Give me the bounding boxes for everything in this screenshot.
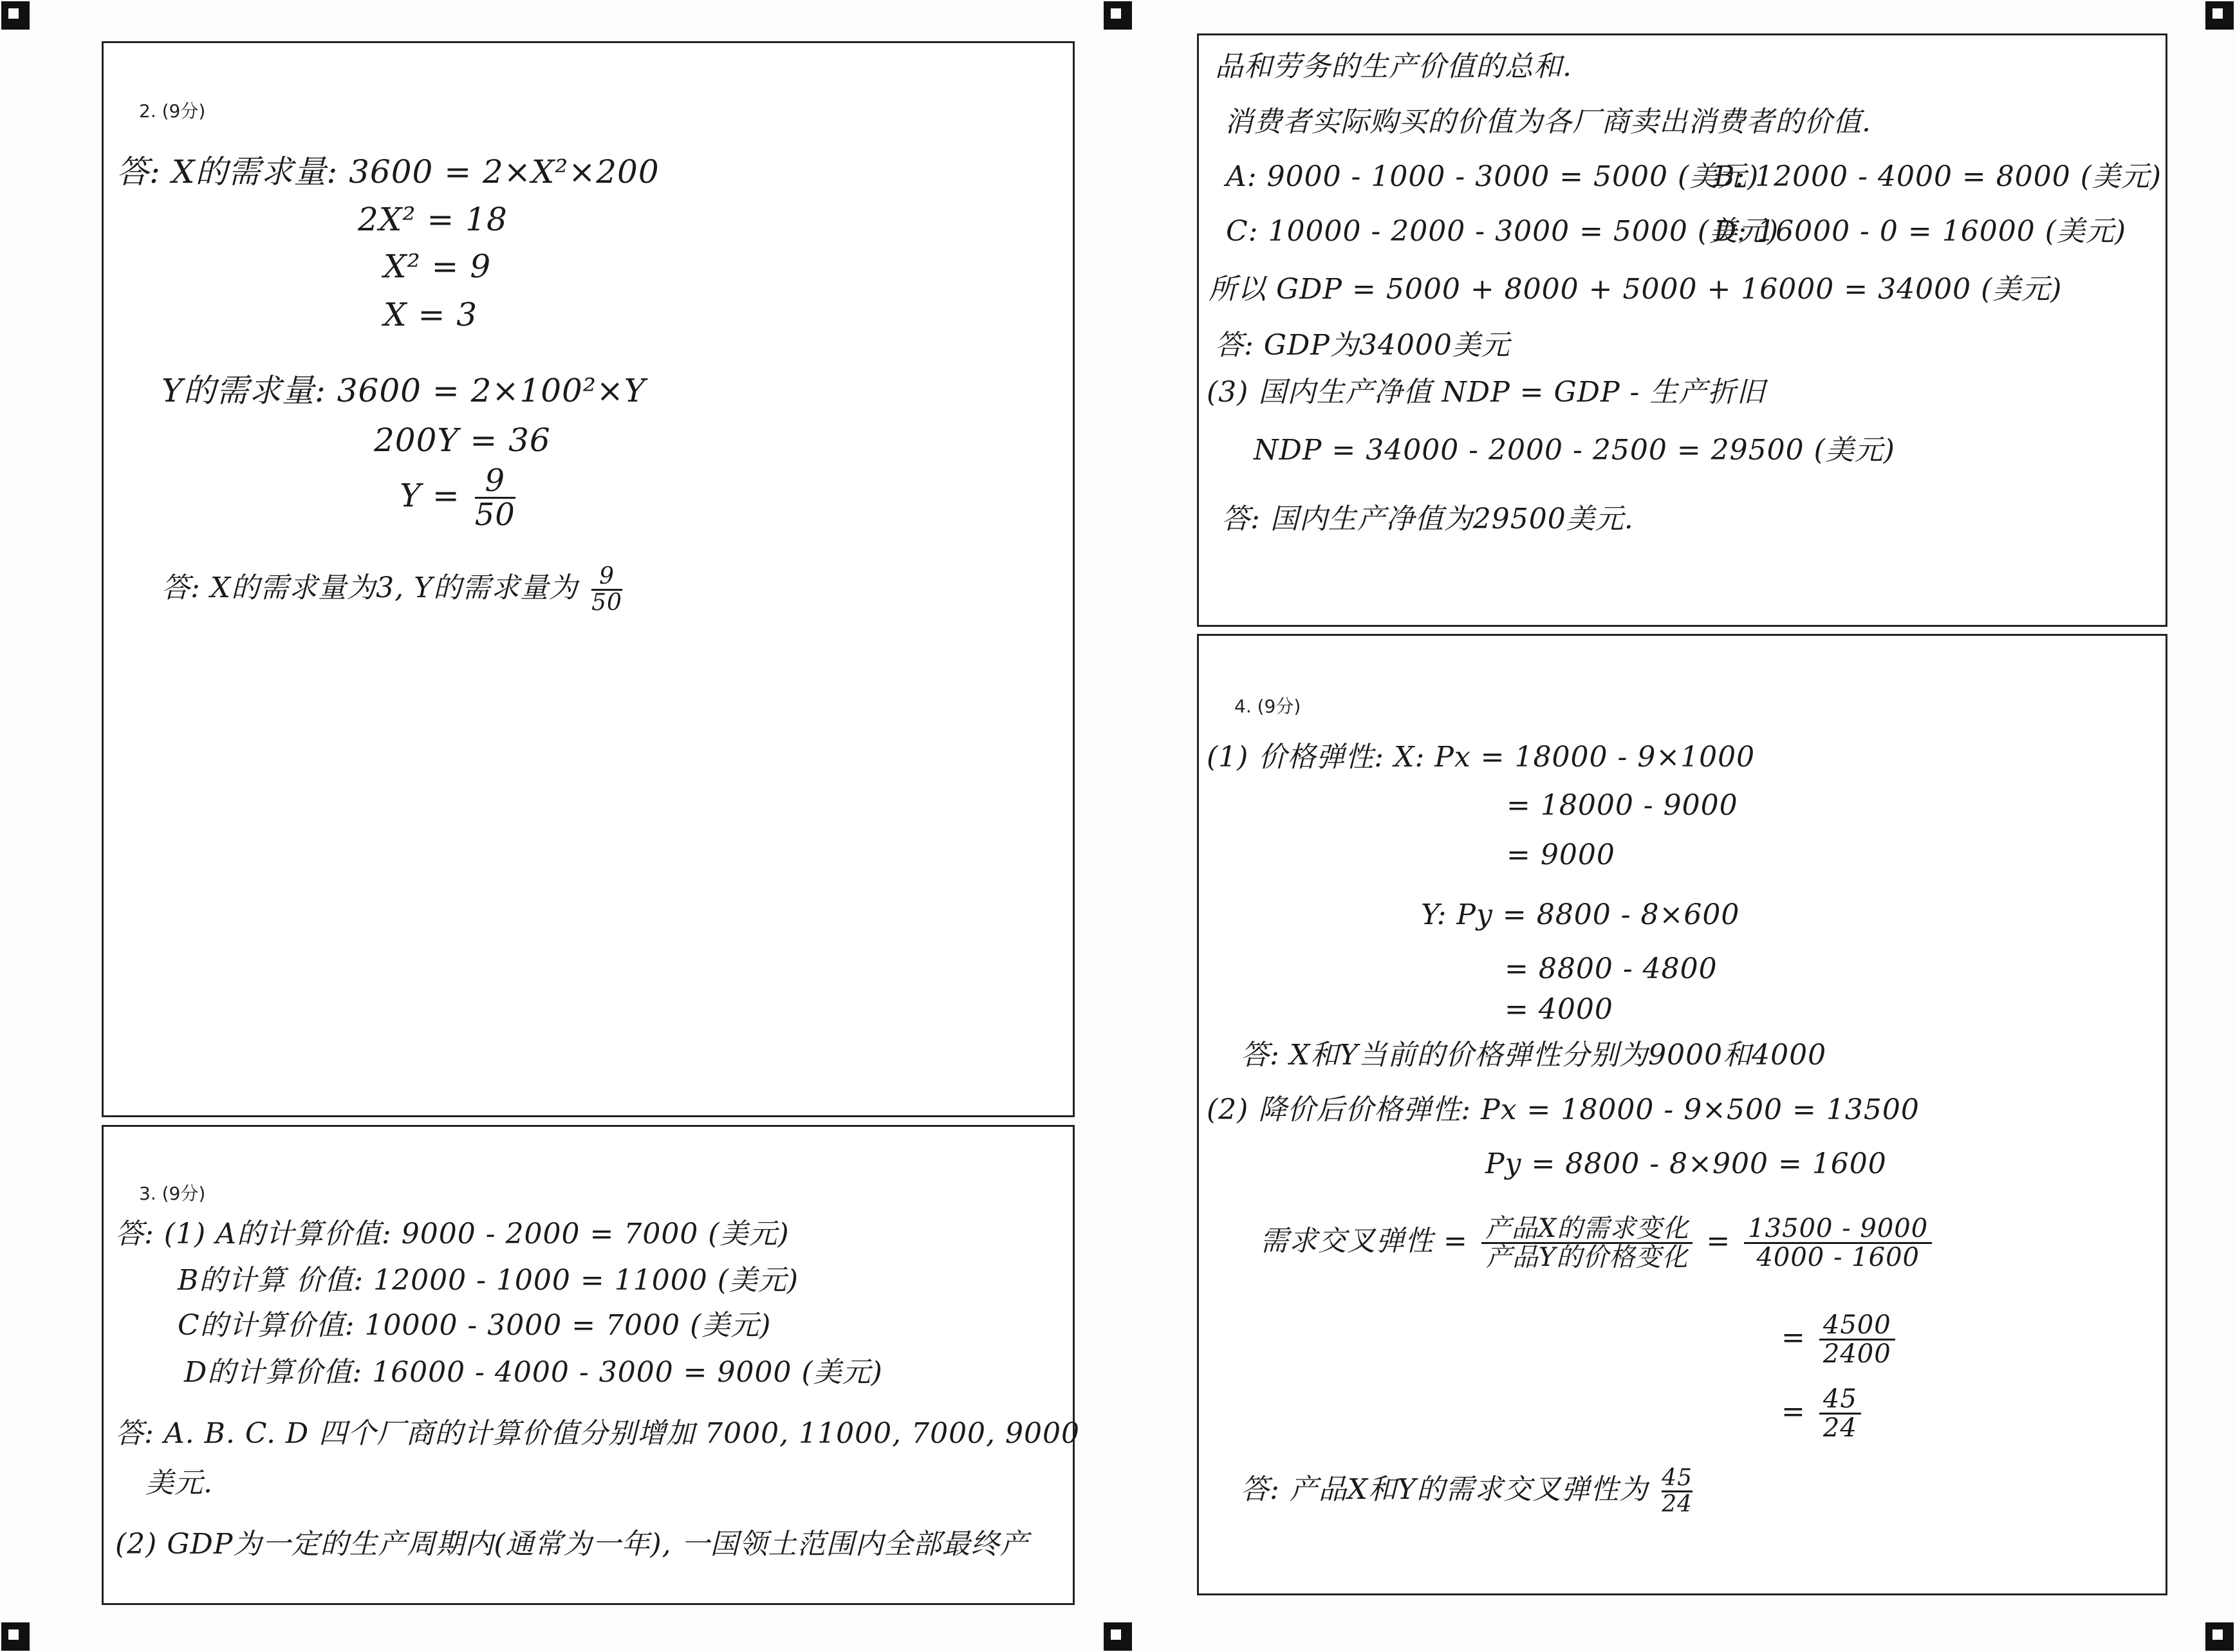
fiducial-marker-bottom-right [2205,1622,2234,1651]
q3-line-7: (2) GDP为一定的生产周期内(通常为一年), 一国领土范围内全部最终产 [115,1528,1029,1561]
q2-answer-text: 答: X的需求量为3, Y的需求量为 [162,571,579,604]
q3c-line-6: D: 16000 - 0 = 16000 (美元) [1714,215,2127,248]
fraction-numerator: 9 [475,465,515,499]
q3-line-6: 美元. [145,1467,213,1499]
q4-fraction-step-2 [1781,1312,1899,1368]
fraction-denominator: 24 [1662,1491,1692,1517]
q4-equals-sign: = [1781,1395,1806,1428]
question-label: 4. (9分) [1234,696,1301,717]
q4-line-3: = 9000 [1507,839,1615,871]
q4-fraction-values [1744,1215,1932,1271]
q2-line-3: X² = 9 [384,248,492,285]
fraction-denominator: 50 [591,589,622,616]
q3c-line-1: 品和劳务的生产价值的总和. [1215,50,1572,83]
q3c-line-8: 答: GDP为34000美元 [1215,329,1510,362]
fraction-denominator: 24 [1822,1413,1857,1443]
q4-equals-sign: = [1706,1225,1731,1258]
q3c-line-4: B: 12000 - 4000 = 8000 (美元) [1714,160,2162,193]
answer-box-q2 [102,41,1075,1117]
q4-fraction-reduced [1819,1386,1861,1442]
answer-box-q3-continued [1197,33,2167,627]
q3-line-1: 答: (1) A的计算价值: 9000 - 2000 = 7000 (美元) [115,1218,790,1250]
q4-fraction-definition [1481,1215,1692,1271]
fraction-numerator: 4500 [1819,1312,1895,1341]
q2-line-4: X = 3 [384,296,478,333]
q4-line-9: Py = 8800 - 8×900 = 1600 [1485,1147,1887,1180]
q4-cross-elasticity-label: 需求交叉弹性 = [1260,1225,1468,1258]
q3-line-2: B的计算 价值: 12000 - 1000 = 11000 (美元) [178,1264,799,1297]
q4-answer-text: 答: 产品X和Y的需求交叉弹性为 [1241,1473,1649,1506]
fiducial-marker-top-left [1,1,30,30]
q2-y-result [400,465,519,532]
q4-line-7: 答: X和Y当前的价格弹性分别为9000和4000 [1241,1039,1827,1072]
question-label: 3. (9分) [139,1183,206,1204]
q3-line-4: D的计算价值: 16000 - 4000 - 3000 = 9000 (美元) [184,1356,883,1389]
q4-fraction-step-3 [1781,1386,1865,1442]
answer-box-q4 [1197,634,2167,1595]
q3c-line-7: 所以 GDP = 5000 + 8000 + 5000 + 16000 = 34000 (美元) [1209,273,2063,306]
fiducial-marker-top-center [1104,1,1132,30]
q3c-line-5: C: 10000 - 2000 - 3000 = 5000 (美元) [1226,215,1779,248]
q2-y-prefix: Y = [400,476,460,514]
fiducial-marker-top-right [2205,1,2234,30]
q3c-line-11: 答: 国内生产净值为29500美元. [1221,503,1634,535]
q2-y-fraction [475,465,515,532]
q2-line-2: 2X² = 18 [358,201,508,238]
q4-cross-elasticity-eq [1260,1215,1936,1271]
q4-equals-sign: = [1781,1321,1806,1354]
q3c-line-2: 消费者实际购买的价值为各厂商卖出消费者的价值. [1225,106,1871,138]
question-label: 2. (9分) [139,100,206,122]
q3-line-5: 答: A. B. C. D 四个厂商的计算价值分别增加 7000, 11000, 7000, 9000 [115,1417,1080,1450]
fraction-numerator: 13500 - 9000 [1744,1215,1932,1244]
q2-answer [162,564,622,615]
fraction-numerator: 45 [1819,1386,1861,1415]
fraction-numerator: 9 [591,564,622,591]
q4-line-2: = 18000 - 9000 [1507,789,1738,822]
q4-line-5: = 8800 - 4800 [1505,952,1718,985]
fraction-numerator: 产品X的需求变化 [1481,1215,1692,1244]
q4-fraction-simplified [1819,1312,1895,1368]
fiducial-marker-bottom-left [1,1622,30,1651]
q2-line-5: Y的需求量: 3600 = 2×100²×Y [162,372,646,409]
fraction-denominator: 50 [474,497,515,534]
q3c-line-10: NDP = 34000 - 2000 - 2500 = 29500 (美元) [1254,434,1895,467]
fraction-numerator: 45 [1662,1465,1692,1492]
q3c-line-3: A: 9000 - 1000 - 3000 = 5000 (美元) [1226,160,1759,193]
q3-line-3: C的计算价值: 10000 - 3000 = 7000 (美元) [178,1309,772,1342]
q2-line-6: 200Y = 36 [374,422,551,459]
q4-answer-fraction [1662,1466,1692,1517]
q4-line-6: = 4000 [1505,993,1613,1026]
q4-line-8: (2) 降价后价格弹性: Px = 18000 - 9×500 = 13500 [1207,1093,1920,1126]
q4-answer [1241,1466,1692,1517]
fiducial-marker-bottom-center [1104,1622,1132,1651]
q3c-line-9: (3) 国内生产净值 NDP = GDP - 生产折旧 [1207,376,1766,409]
q4-line-4: Y: Py = 8800 - 8×600 [1421,898,1740,931]
answer-box-q3 [102,1125,1080,1605]
fraction-denominator: 4000 - 1600 [1756,1243,1920,1272]
q2-line-1: 答: X的需求量: 3600 = 2×X²×200 [116,153,660,190]
fraction-denominator: 产品Y的价格变化 [1485,1243,1689,1272]
q4-line-1: (1) 价格弹性: X: Px = 18000 - 9×1000 [1207,741,1756,774]
q2-answer-fraction [591,564,622,615]
fraction-denominator: 2400 [1822,1339,1891,1369]
